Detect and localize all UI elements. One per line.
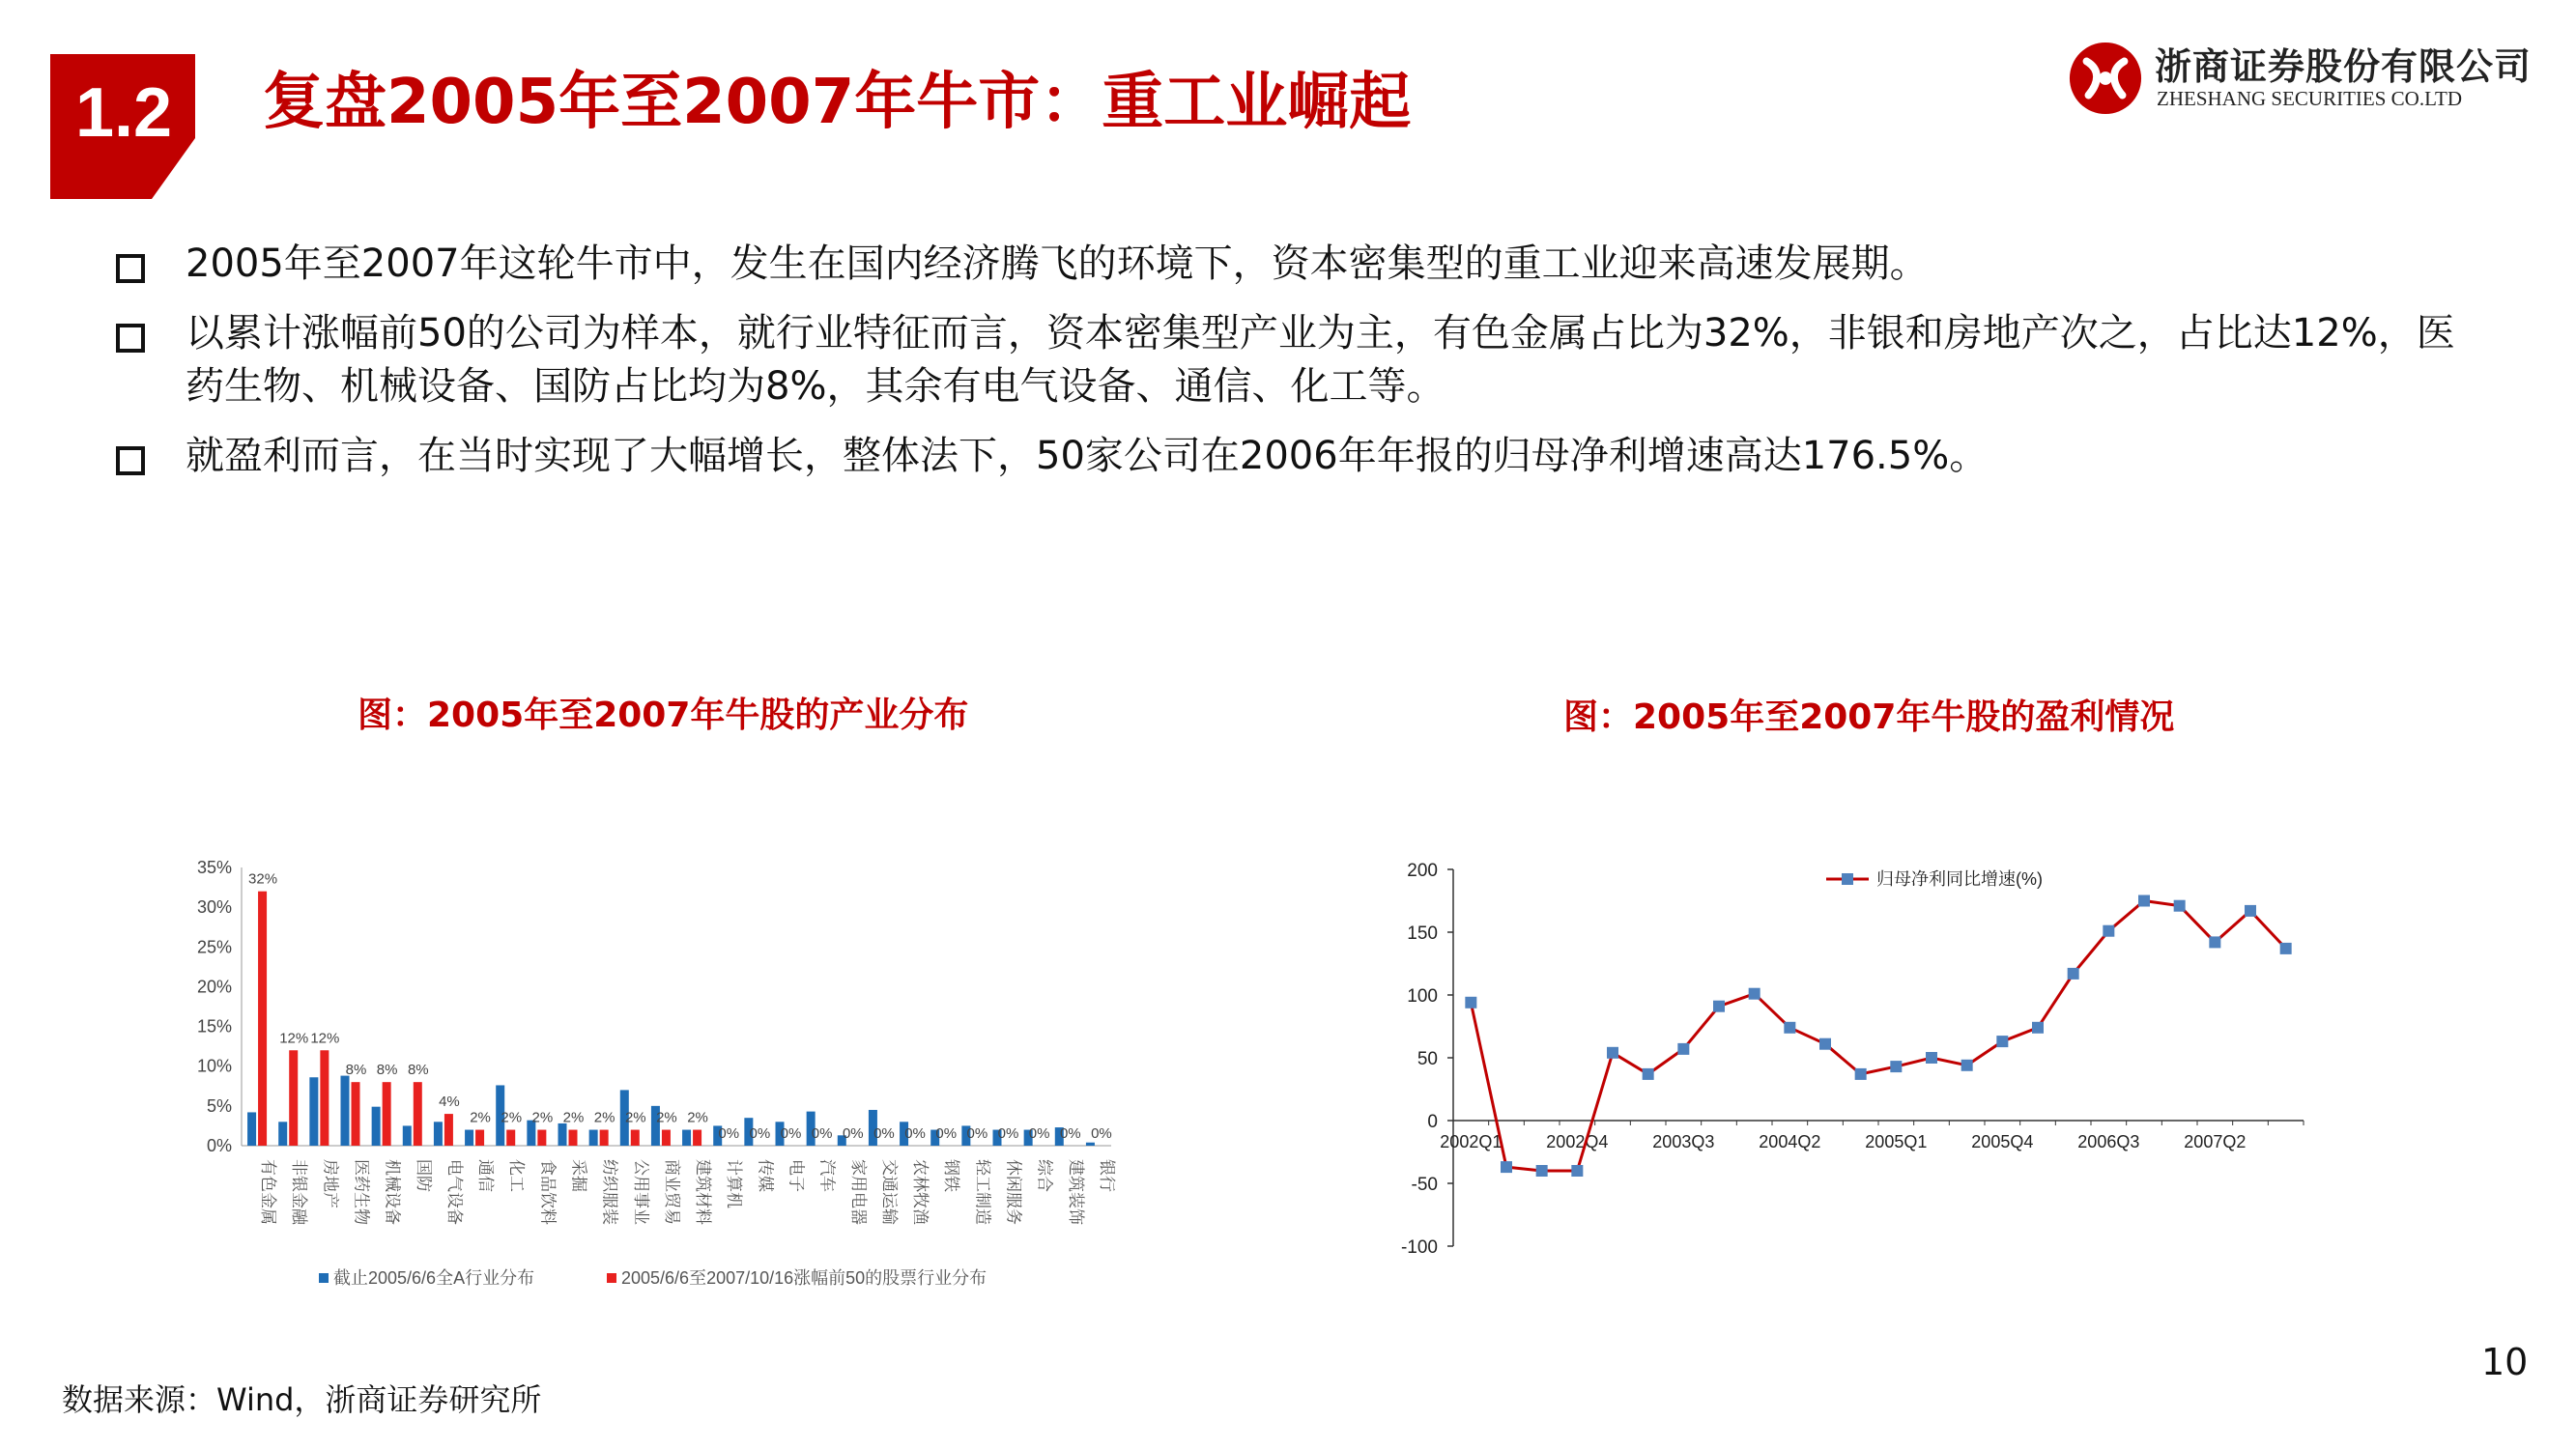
data-label: 8% <box>345 1062 367 1079</box>
bar-series1 <box>465 1130 473 1146</box>
bar-series1 <box>589 1130 598 1146</box>
data-label: 2% <box>531 1109 554 1126</box>
x-tick-label: 建筑装饰 <box>1066 1159 1085 1225</box>
x-tick-label: 家用电器 <box>848 1159 868 1225</box>
x-tick-label: 计算机 <box>725 1159 744 1208</box>
x-tick-label: 钢铁 <box>942 1159 961 1192</box>
x-tick-label: 2002Q4 <box>1546 1132 1609 1151</box>
data-label: 12% <box>279 1030 309 1047</box>
x-tick-label: 国防 <box>414 1159 433 1192</box>
x-tick-label: 商业贸易 <box>662 1159 681 1225</box>
x-tick-label: 2006Q3 <box>2077 1132 2140 1151</box>
y-tick-label: 25% <box>196 937 232 957</box>
data-point-marker <box>1961 1060 1973 1071</box>
data-point-marker <box>2245 905 2256 917</box>
industry-distribution-chart <box>174 802 1140 1314</box>
bar-series2 <box>569 1130 578 1146</box>
y-tick-label: 30% <box>196 897 232 918</box>
bullet-list <box>116 238 2474 499</box>
data-point-marker <box>1819 1038 1831 1050</box>
bar-series1 <box>341 1076 350 1146</box>
chart-title-industry: 图：2005年至2007年牛股的产业分布 <box>358 696 969 735</box>
data-label: 0% <box>873 1125 895 1142</box>
x-tick-label: 食品饮料 <box>538 1159 558 1225</box>
y-tick-label: -100 <box>1400 1237 1438 1258</box>
bar-series2 <box>258 892 267 1146</box>
x-tick-label: 农林牧渔 <box>911 1159 930 1225</box>
data-point-marker <box>1926 1052 1937 1064</box>
data-point-marker <box>2103 925 2114 937</box>
x-tick-label: 综合 <box>1035 1159 1054 1192</box>
legend-swatch-series1 <box>319 1273 329 1283</box>
x-tick-label: 交通运输 <box>879 1159 899 1225</box>
data-label: 0% <box>749 1125 771 1142</box>
x-tick-label: 2005Q4 <box>1971 1132 2034 1151</box>
company-logo <box>2068 37 2551 124</box>
y-tick-label: 5% <box>206 1095 232 1116</box>
data-label: 12% <box>310 1030 340 1047</box>
x-tick-label: 电子 <box>787 1159 806 1192</box>
data-label: 4% <box>439 1094 460 1111</box>
data-label: 0% <box>780 1125 802 1142</box>
data-point-marker <box>1677 1043 1689 1055</box>
x-tick-label: 非银金融 <box>290 1159 309 1225</box>
data-point-marker <box>1749 988 1760 1000</box>
data-label: 0% <box>718 1125 740 1142</box>
bullet-square-icon <box>116 254 145 283</box>
bar-series1 <box>1086 1143 1095 1146</box>
data-point-marker <box>2032 1022 2044 1034</box>
bar-series1 <box>372 1107 381 1146</box>
page-title: 复盘2005年至2007年牛市：重工业崛起 <box>263 67 1412 138</box>
profit-growth-line <box>1471 901 2285 1172</box>
legend-marker <box>1842 873 1853 885</box>
data-point-marker <box>2174 900 2186 912</box>
x-tick-label: 轻工制造 <box>973 1159 992 1225</box>
data-label: 2% <box>501 1109 523 1126</box>
data-label: 2% <box>470 1109 491 1126</box>
bar-series2 <box>600 1130 609 1146</box>
legend-label-series1: 截止2005/6/6全A行业分布 <box>333 1268 535 1288</box>
y-tick-label: 15% <box>196 1016 232 1037</box>
bar-series1 <box>403 1125 412 1146</box>
data-point-marker <box>1536 1165 1548 1177</box>
chart-title-profit: 图：2005年至2007年牛股的盈利情况 <box>1563 697 2175 737</box>
bar-series2 <box>352 1082 360 1146</box>
x-tick-label: 化工 <box>507 1159 527 1192</box>
data-point-marker <box>1713 1001 1725 1012</box>
y-tick-label: -50 <box>1411 1175 1438 1195</box>
x-tick-label: 2005Q1 <box>1865 1132 1928 1151</box>
data-source-note: 数据来源：Wind，浙商证券研究所 <box>62 1381 542 1418</box>
bar-series2 <box>506 1130 515 1146</box>
page-number: 10 <box>2481 1341 2529 1383</box>
legend-swatch-series2 <box>607 1273 616 1283</box>
y-tick-label: 200 <box>1407 861 1438 881</box>
bar-series1 <box>247 1112 256 1146</box>
profit-growth-chart <box>1372 840 2329 1265</box>
data-label: 2% <box>562 1109 585 1126</box>
data-point-marker <box>2280 943 2292 954</box>
bar-series1 <box>309 1077 318 1146</box>
data-label: 0% <box>904 1125 926 1142</box>
x-tick-label: 2003Q3 <box>1652 1132 1715 1151</box>
x-tick-label: 2002Q1 <box>1440 1132 1503 1151</box>
x-tick-label: 2007Q2 <box>2184 1132 2247 1151</box>
x-tick-label: 传媒 <box>756 1159 775 1192</box>
x-tick-label: 纺织服装 <box>600 1159 619 1225</box>
bar-series2 <box>662 1130 671 1146</box>
bullet-square-icon <box>116 324 145 353</box>
data-label: 8% <box>376 1062 398 1079</box>
x-tick-label: 汽车 <box>817 1159 837 1192</box>
data-point-marker <box>1501 1161 1512 1173</box>
data-label: 0% <box>935 1125 958 1142</box>
bar-series2 <box>631 1130 640 1146</box>
data-point-marker <box>1784 1022 1795 1034</box>
y-tick-label: 35% <box>196 858 232 877</box>
bar-series2 <box>289 1050 298 1146</box>
section-number: 1.2 <box>74 74 173 152</box>
data-label: 0% <box>1028 1125 1050 1142</box>
x-tick-label: 电气设备 <box>444 1159 464 1225</box>
bar-series1 <box>682 1130 691 1146</box>
data-label: 2% <box>687 1109 708 1126</box>
x-tick-label: 房地产 <box>321 1159 340 1208</box>
data-point-marker <box>2068 968 2079 980</box>
x-tick-label: 公用事业 <box>631 1159 650 1225</box>
data-label: 2% <box>593 1109 615 1126</box>
data-label: 0% <box>811 1125 833 1142</box>
data-label: 8% <box>407 1062 429 1079</box>
x-tick-label: 机械设备 <box>383 1159 402 1225</box>
y-tick-label: 0% <box>206 1136 232 1155</box>
y-tick-label: 50 <box>1417 1049 1438 1069</box>
data-label: 0% <box>997 1125 1019 1142</box>
y-tick-label: 10% <box>196 1056 232 1076</box>
data-point-marker <box>1890 1061 1902 1072</box>
data-label: 2% <box>656 1109 677 1126</box>
bullet-item <box>116 307 2474 413</box>
data-point-marker <box>1643 1068 1654 1080</box>
x-tick-label: 医药生物 <box>352 1159 371 1225</box>
bar-series1 <box>558 1123 567 1146</box>
data-point-marker <box>2209 936 2220 948</box>
data-label: 0% <box>842 1125 864 1142</box>
x-tick-label: 通信 <box>476 1159 496 1192</box>
bar-series1 <box>278 1122 287 1146</box>
x-tick-label: 采掘 <box>569 1159 588 1192</box>
logo-name-cn: 浙商证券股份有限公司 <box>2155 44 2533 88</box>
logo-name-en: ZHESHANG SECURITIES CO.LTD <box>2157 87 2462 110</box>
bar-series2 <box>693 1130 701 1146</box>
data-point-marker <box>1571 1165 1583 1177</box>
x-tick-label: 有色金属 <box>259 1159 278 1225</box>
bar-series2 <box>383 1082 391 1146</box>
y-tick-label: 0 <box>1427 1112 1438 1132</box>
bar-series2 <box>414 1082 422 1146</box>
bar-series1 <box>434 1122 443 1146</box>
x-tick-label: 休闲服务 <box>1004 1159 1023 1225</box>
bar-series2 <box>444 1114 453 1146</box>
bullet-text: 就盈利而言，在当时实现了大幅增长，整体法下，50家公司在2006年年报的归母净利增速高达176.5%。 <box>186 434 1989 478</box>
bar-series2 <box>475 1130 484 1146</box>
bullet-text: 以累计涨幅前50的公司为样本，就行业特征而言，资本密集型产业为主，有色金属占比为32%，非银和房地产次之，占比达12%，医药生物、机械设备、国防占比均为8%，其余有电气设备、通信、化工等。 <box>186 311 2455 409</box>
data-point-marker <box>1607 1047 1618 1059</box>
y-tick-label: 150 <box>1407 923 1438 944</box>
bullet-item <box>116 430 2474 483</box>
data-point-marker <box>1996 1036 2008 1047</box>
bar-series2 <box>537 1130 546 1146</box>
zheshang-logo-icon <box>2068 41 2143 116</box>
data-point-marker <box>2138 895 2150 907</box>
data-point-marker <box>1855 1068 1867 1080</box>
y-tick-label: 100 <box>1407 986 1438 1007</box>
x-tick-label: 银行 <box>1097 1159 1116 1192</box>
data-label: 2% <box>624 1109 646 1126</box>
x-tick-label: 建筑材料 <box>694 1159 713 1225</box>
bar-series2 <box>320 1050 329 1146</box>
data-label: 32% <box>248 870 278 888</box>
bullet-item <box>116 238 2474 291</box>
x-tick-label: 2004Q2 <box>1759 1132 1821 1151</box>
data-label: 0% <box>966 1125 988 1142</box>
legend-label: 归母净利同比增速(%) <box>1876 869 2043 889</box>
bullet-square-icon <box>116 446 145 475</box>
data-label: 0% <box>1091 1125 1112 1142</box>
data-label: 0% <box>1059 1125 1081 1142</box>
bullet-text: 2005年至2007年这轮牛市中，发生在国内经济腾飞的环境下，资本密集型的重工业迎来高速发展期。 <box>186 242 1929 286</box>
y-tick-label: 20% <box>196 977 232 997</box>
data-point-marker <box>1465 997 1476 1009</box>
legend-label-series2: 2005/6/6至2007/10/16涨幅前50的股票行业分布 <box>621 1268 987 1288</box>
